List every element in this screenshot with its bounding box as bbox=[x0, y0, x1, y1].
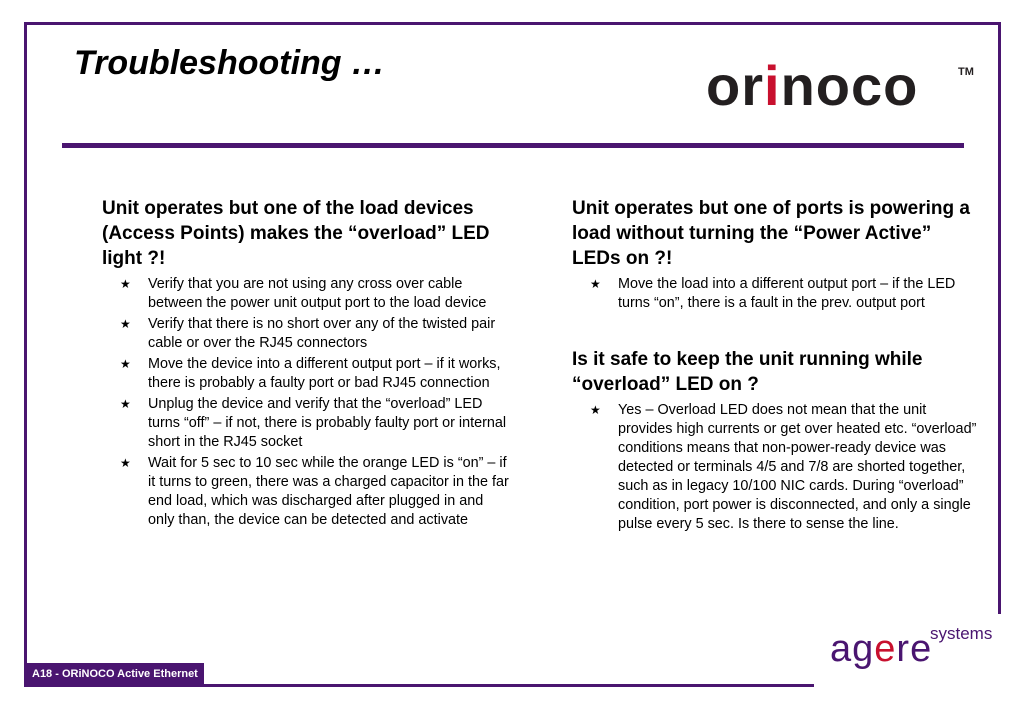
list-item-text: Move the device into a different output port – if it works, there is probably a faulty port or bad RJ45 connection bbox=[148, 356, 501, 391]
list-item-text: Verify that there is no short over any of the twisted pair cable or over the RJ45 connectors bbox=[148, 316, 496, 351]
list-item-text: Verify that you are not using any cross over cable between the power unit output port to the load device bbox=[148, 276, 487, 311]
star-bullet-icon: ★ bbox=[120, 277, 131, 291]
slide-title: Troubleshooting … bbox=[74, 44, 386, 82]
trademark-symbol: TM bbox=[958, 66, 974, 78]
star-bullet-icon: ★ bbox=[120, 357, 131, 371]
logo-text-part: i bbox=[764, 54, 781, 117]
left-bullet-list bbox=[102, 275, 512, 530]
orinoco-logo bbox=[706, 56, 918, 116]
right-heading-1: Unit operates but one of ports is powering a load without turning the “Power Active” LEDs on ?! bbox=[572, 198, 970, 269]
frame-top-border bbox=[24, 22, 1001, 25]
logo-text-part: noco bbox=[780, 54, 919, 117]
logo-text-part: e bbox=[874, 628, 897, 670]
footer-label: A18 - ORiNOCO Active Ethernet bbox=[24, 663, 204, 685]
list-item-text: Unplug the device and verify that the “overload” LED turns “off” – if not, there is probably faulty port or internal short in the RJ45 socket bbox=[148, 396, 507, 450]
agere-systems-text: systems bbox=[930, 624, 993, 643]
title-divider bbox=[62, 143, 964, 148]
left-heading: Unit operates but one of the load devices (Access Points) makes the “overload” LED light ?! bbox=[102, 198, 490, 269]
right-heading-2: Is it safe to keep the unit running while “overload” LED on ? bbox=[572, 349, 923, 395]
agere-logo bbox=[830, 628, 932, 670]
star-bullet-icon: ★ bbox=[120, 317, 131, 331]
list-item bbox=[120, 315, 512, 353]
frame-left-border bbox=[24, 22, 27, 686]
logo-text-part: or bbox=[706, 54, 764, 117]
star-bullet-icon: ★ bbox=[120, 456, 131, 470]
right-bullet-list-2 bbox=[572, 401, 982, 534]
list-item-text: Yes – Overload LED does not mean that the unit provides high currents or get over heated etc. “overload” conditions means that non-power-ready device was detected or terminals 4/5 and 7/8 are shorted together, such as in legacy 10/100 NIC cards. During “overload” condition, port power is disconnected, and only a single pulse every 5 sec. Is there to sense the line. bbox=[618, 402, 977, 532]
right-column bbox=[572, 196, 982, 536]
list-item bbox=[120, 395, 512, 452]
logo-text-part: re bbox=[896, 628, 933, 670]
logo-text-part: ag bbox=[830, 628, 875, 670]
star-bullet-icon: ★ bbox=[120, 397, 131, 411]
list-item-text: Move the load into a different output port – if the LED turns “on”, there is a fault in the prev. output port bbox=[618, 276, 956, 311]
list-item bbox=[590, 275, 982, 313]
right-bullet-list-1 bbox=[572, 275, 982, 313]
star-bullet-icon: ★ bbox=[590, 403, 601, 417]
list-item-text: Wait for 5 sec to 10 sec while the orange LED is “on” – if it turns to green, there was a charged capacitor in the far end load, which was discharged after plugged in and only than, the device can be detected and activate bbox=[148, 455, 509, 528]
left-column bbox=[102, 196, 512, 532]
frame-right-border bbox=[998, 22, 1001, 614]
list-item bbox=[120, 275, 512, 313]
star-bullet-icon: ★ bbox=[590, 277, 601, 291]
section-spacer bbox=[572, 315, 982, 347]
list-item bbox=[120, 454, 512, 530]
list-item bbox=[120, 355, 512, 393]
list-item bbox=[590, 401, 982, 534]
